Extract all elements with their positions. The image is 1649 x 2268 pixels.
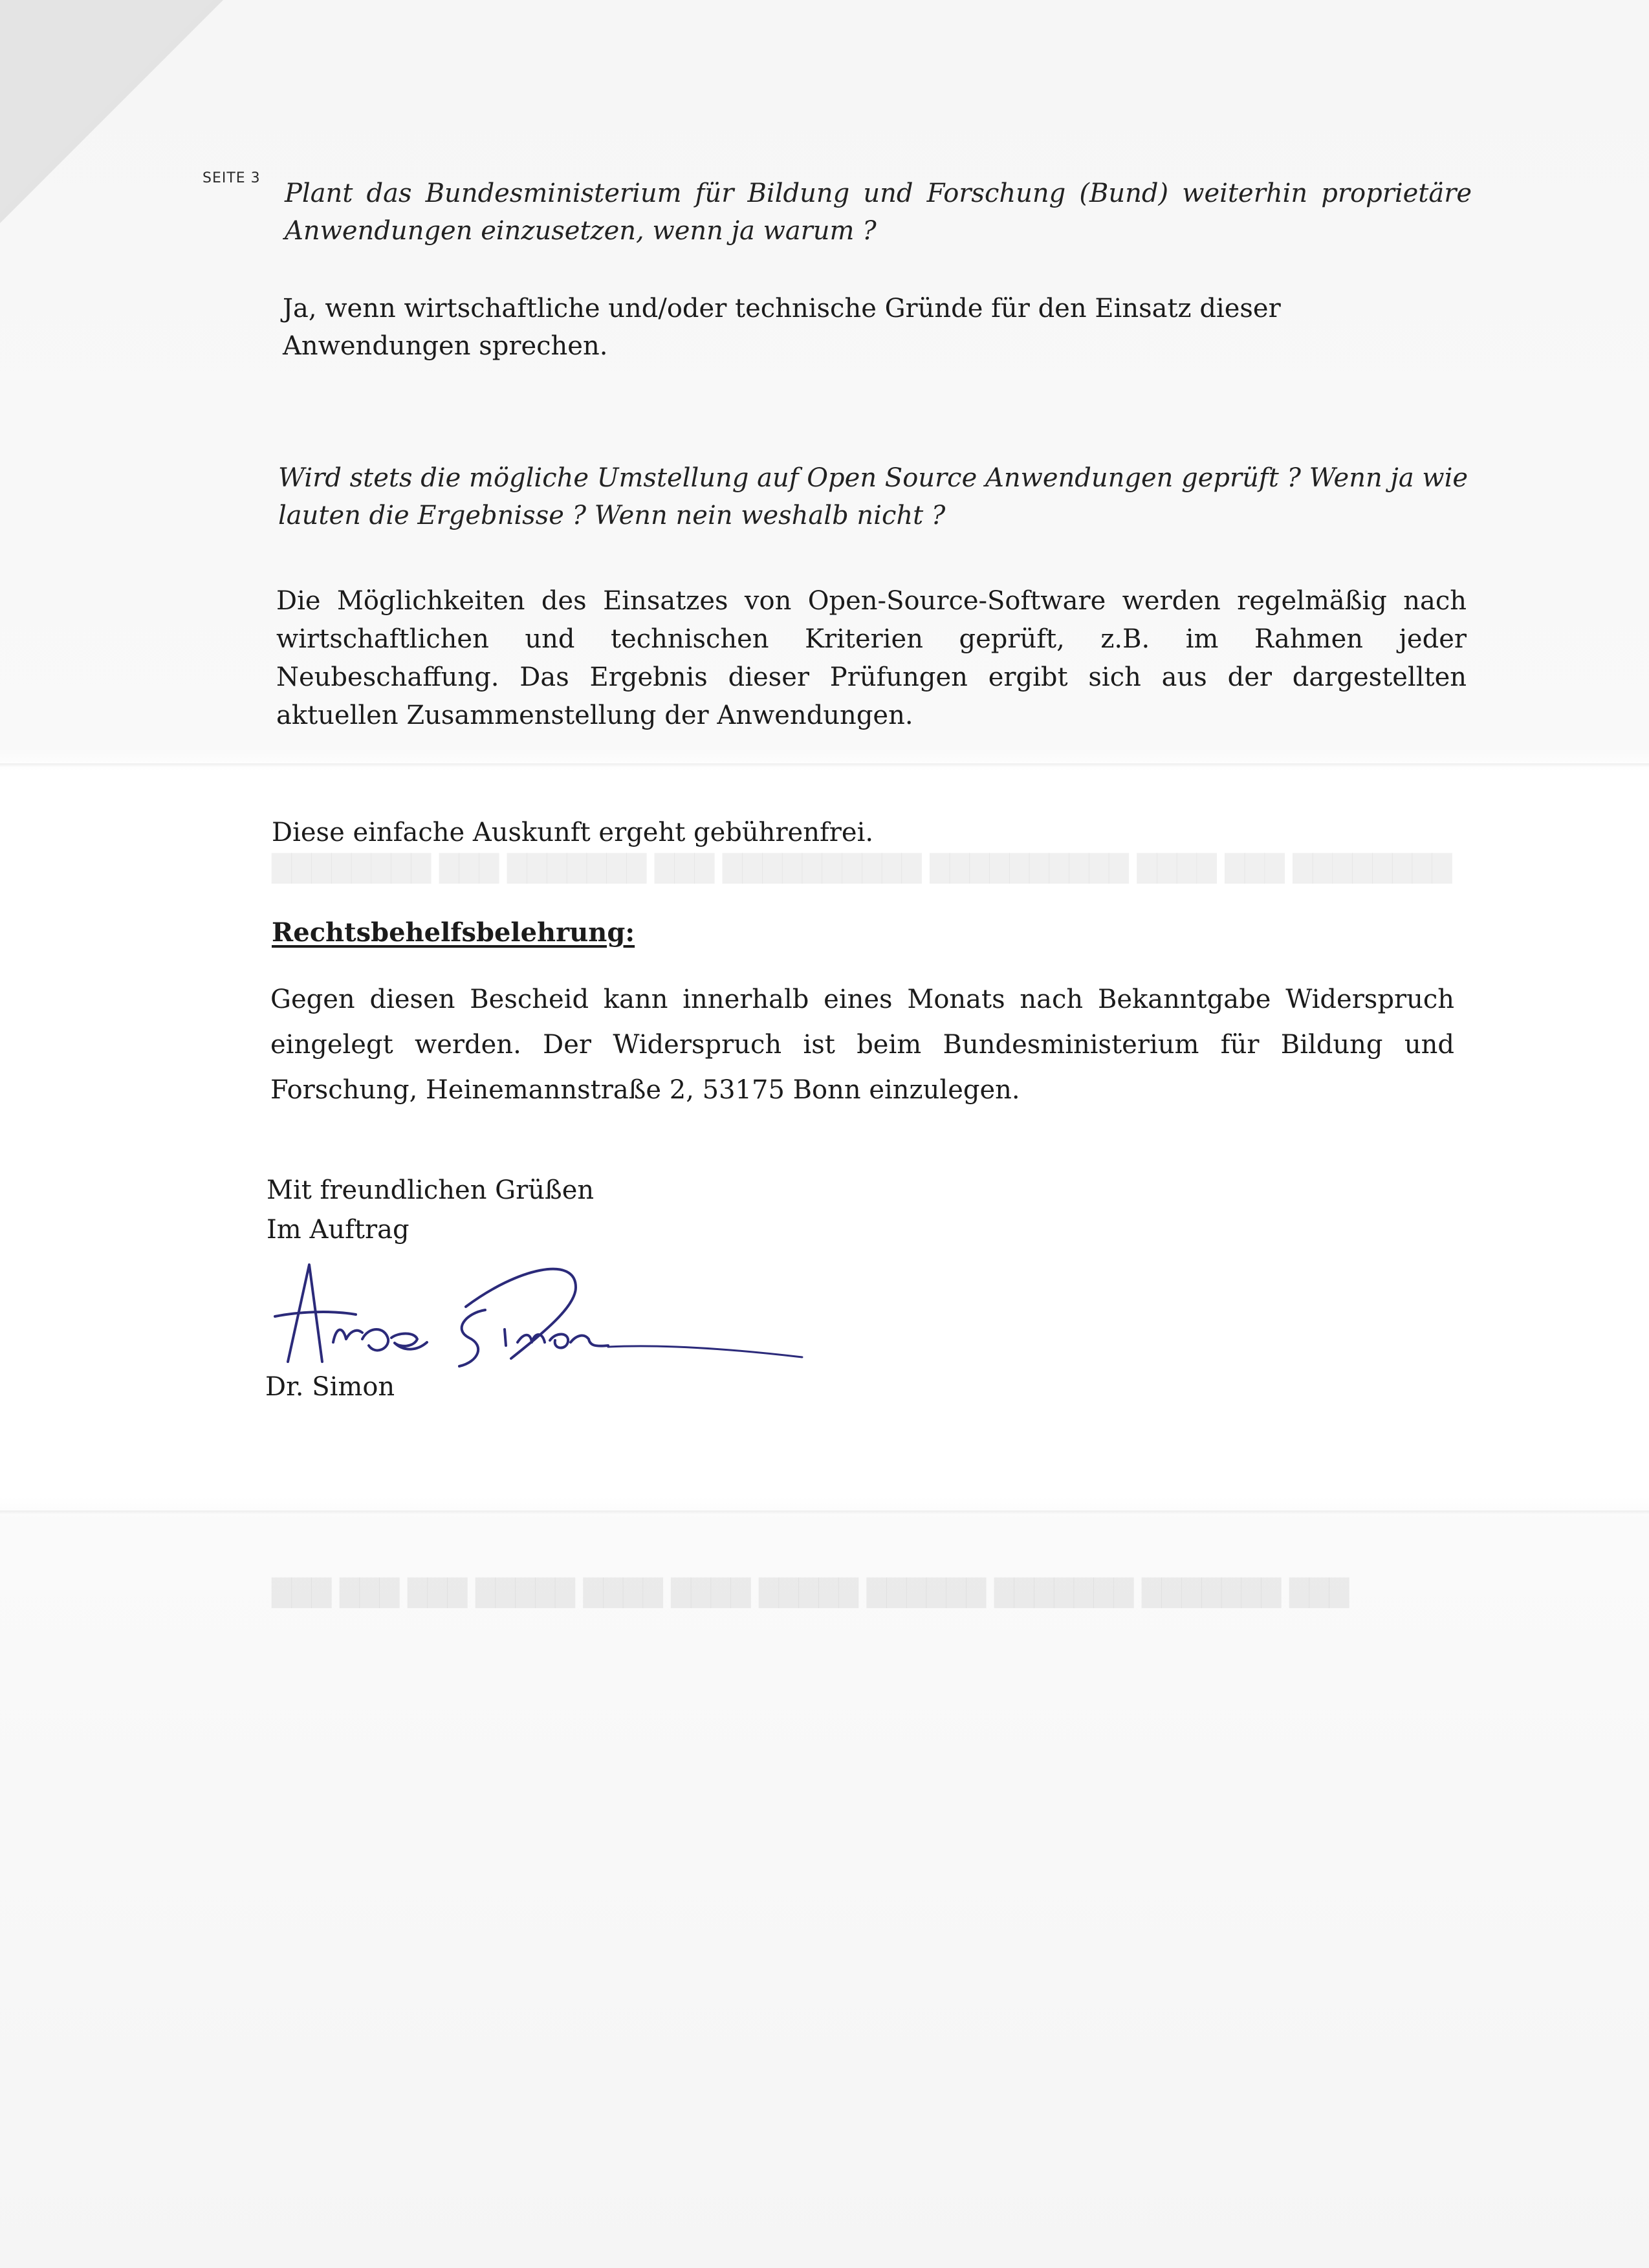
page-number-label: SEITE 3 (202, 170, 261, 186)
question-open-source-check: Wird stets die mögliche Umstellung auf Open Source Anwendungen geprüft ? Wenn ja wie lauten die Ergebnisse ? Wenn nein weshalb nicht ? (278, 463, 1469, 530)
paper-fold-line (0, 763, 1649, 767)
legal-remedy-text: Gegen diesen Bescheid kann innerhalb eines Monats nach Bekanntgabe Widerspruch eingelegt werden. Der Widerspruch ist beim Bundesministerium für Bildung und Forschung, Heinemannstraße 2, 53175 Bonn einzulegen. (270, 985, 1454, 1105)
bleed-through-text: ████████ ███ ████ ██████████ ██████████ ███ ███████ ███ ████████ (272, 854, 1452, 884)
closing-greeting: Mit freundlichen Grüßen (267, 1175, 595, 1205)
on-behalf-label: Im Auftrag (267, 1215, 410, 1245)
fee-note: Diese einfache Auskunft ergeht gebührenfrei. (272, 818, 874, 847)
paper-fold-line (0, 1510, 1649, 1514)
answer-open-source-check: Die Möglichkeiten des Einsatzes von Open-Source-Software werden regelmäßig nach wirtschaftlichen und technischen Kriterien geprüft, z.B. im Rahmen jeder Neubeschaffung. Das Ergebnis dieser Prüfungen ergibt sich aus der dargestellten aktuellen Zusammenstellung der Anwendungen. (276, 586, 1467, 730)
folded-corner (0, 0, 213, 213)
bleed-through-text: ███ ███████ ███████ ██████ █████ ████ ████ █████ ███ ███ ███ (272, 1578, 1349, 1608)
question-proprietary-apps: Plant das Bundesministerium für Bildung und Forschung (Bund) weiterhin proprietäre Anwendungen einzusetzen, wenn ja warum ? (285, 179, 1472, 246)
legal-remedy-heading: Rechtsbehelfsbelehrung: (272, 917, 635, 948)
answer-proprietary-apps: Ja, wenn wirtschaftliche und/oder technische Gründe für den Einsatz dieser Anwendungen sprechen. (283, 294, 1281, 361)
signer-name: Dr. Simon (265, 1372, 395, 1402)
